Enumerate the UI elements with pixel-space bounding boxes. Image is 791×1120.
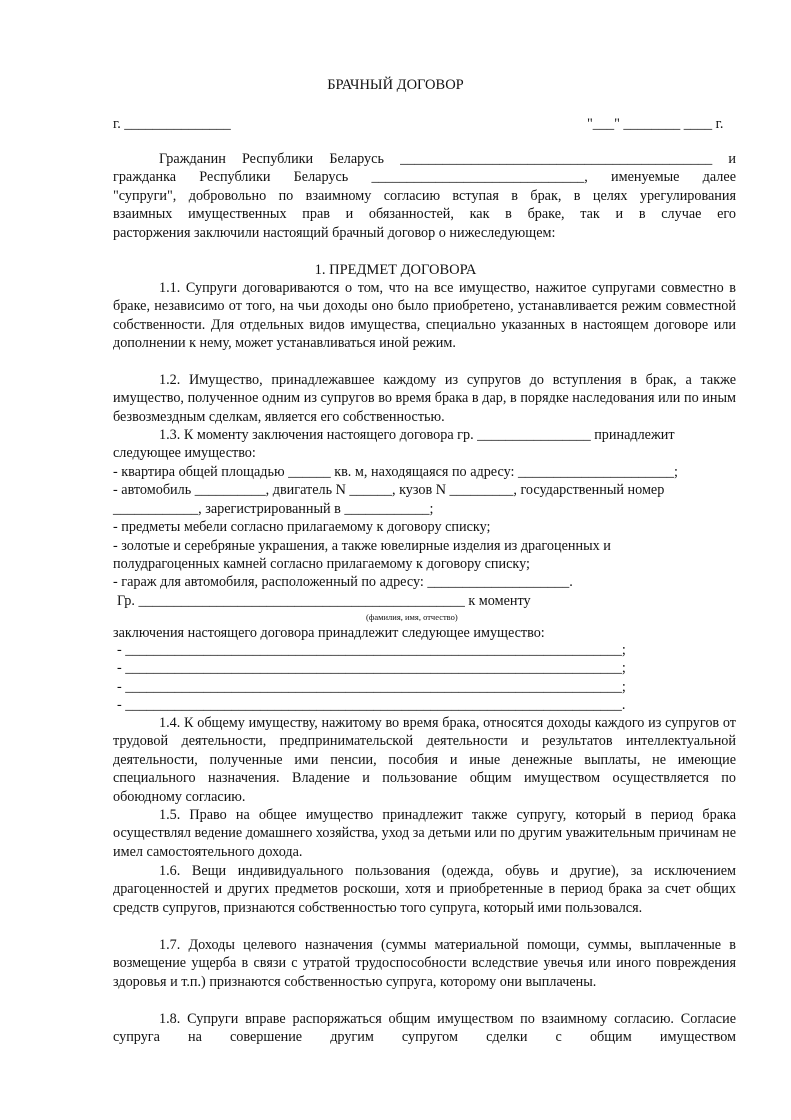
paragraph-1-2 xyxy=(113,371,736,426)
paragraph-text: следующее имущество: xyxy=(113,445,256,462)
owner-caption: (фамилия, имя, отчество) xyxy=(366,612,458,622)
list-item: - золотые и серебряные украшения, а также ювелирные изделия из драгоценных и xyxy=(113,537,611,554)
list-item: - ______________________________________________________________________; xyxy=(117,660,626,677)
paragraph-1-8 xyxy=(113,1010,736,1047)
list-item: - ______________________________________________________________________; xyxy=(117,642,626,658)
preamble-line: гражданка Республики Беларусь ______________________________, именуемые далее xyxy=(113,169,736,186)
paragraph-text: 1.7. Доходы целевого назначения (суммы материальной помощи, суммы, выплаченные в возмещение ущерба в связи с утратой трудоспособности вследствие увечья или иного повреждения здоровья и т.п.) признаются собственностью супруга, которому они выплачены. xyxy=(113,937,736,990)
preamble-line: взаимных имущественных прав и обязанностей, как в браке, так и в случае его xyxy=(113,206,736,223)
paragraph-1-7 xyxy=(113,936,736,991)
paragraph-1-6 xyxy=(113,862,736,917)
paragraph-text: 1.4. К общему имуществу, нажитому во время брака, относятся доходы каждого из супругов от трудовой деятельности, предпринимательской деятельности и результатов интеллектуальной деятельности, полученные ими пенсии, пособия и иные денежные выплаты, не имеющие специального назначения. Владение и пользование общим имуществом осуществляется по обоюдному согласию. xyxy=(113,715,736,805)
preamble xyxy=(113,150,736,242)
paragraph-1-1 xyxy=(113,279,736,353)
paragraph-1-4 xyxy=(113,714,736,806)
paragraph-text: 1.1. Супруги договариваются о том, что на все имущество, нажитое супругами совместно в браке, независимо от того, на чьи доходы оно было приобретено, устанавливается режим совместной собственности. Для отдельных видов имущества, специально указанных в настоящем договоре или дополнении к нему, может устанавливаться иной режим. xyxy=(113,280,736,352)
list-item: - предметы мебели согласно прилагаемому к договору списку; xyxy=(113,519,491,536)
paragraph-text: 1.3. К моменту заключения настоящего договора гр. ________________ принадлежит xyxy=(159,427,675,443)
list-item: - гараж для автомобиля, расположенный по адресу: ____________________. xyxy=(113,574,573,591)
paragraph-1-5 xyxy=(113,806,736,861)
list-item: полудрагоценных камней согласно прилагаемому к договору списку; xyxy=(113,556,530,573)
list-item: - ______________________________________________________________________; xyxy=(117,678,626,695)
preamble-line: Гражданин Республики Беларусь ____________________________________________ и xyxy=(159,151,736,167)
owner-line: Гр. ______________________________________________ к моменту xyxy=(117,593,531,609)
list-item: - автомобиль __________, двигатель N ______, кузов N _________, государственный номер xyxy=(113,482,665,499)
section-title: 1. ПРЕДМЕТ ДОГОВОРА xyxy=(314,262,477,278)
paragraph-text: 1.5. Право на общее имущество принадлежит также супругу, который в период брака осуществлял ведение домашнего хозяйства, уход за детьми или по другим уважительным причинам не имел самостоятельного дохода. xyxy=(113,807,737,860)
date-line: "___" ________ ____ г. xyxy=(587,116,724,132)
document-title: БРАЧНЫЙ ДОГОВОР xyxy=(327,77,464,93)
paragraph-1-3 xyxy=(113,426,736,463)
owner-continuation: заключения настоящего договора принадлежит следующее имущество: xyxy=(113,625,545,641)
preamble-line: "супруги", добровольно по взаимному согласию вступая в брак, в целях урегулирования xyxy=(113,187,736,204)
list-item: ____________, зарегистрированный в ____________; xyxy=(113,500,434,517)
paragraph-text: 1.2. Имущество, принадлежавшее каждому из супругов до вступления в брак, а также имущество, полученное одним из супругов во время брака в дар, в порядке наследования или по иным безвозмездным сделкам, является его собственностью. xyxy=(113,372,736,425)
city-line: г. _______________ xyxy=(113,116,231,132)
paragraph-text: 1.6. Вещи индивидуального пользования (одежда, обувь и другие), за исключением драгоценностей и других предметов роскоши, хотя и приобретенные в период брака за счет общих средств супругов, признаются собственностью того супруга, который ими пользовался. xyxy=(113,863,736,916)
list-item: - квартира общей площадью ______ кв. м, находящаяся по адресу: ______________________; xyxy=(113,464,678,480)
preamble-line: расторжения заключили настоящий брачный договор о нижеследующем: xyxy=(113,224,556,241)
paragraph-text: 1.8. Супруги вправе распоряжаться общим имуществом по взаимному согласию. Согласие супруга на совершение другим супругом сделки с общим имуществом xyxy=(113,1011,736,1046)
blank-list xyxy=(117,641,747,715)
list-item: - ______________________________________________________________________. xyxy=(117,697,626,714)
property-list xyxy=(113,463,743,592)
